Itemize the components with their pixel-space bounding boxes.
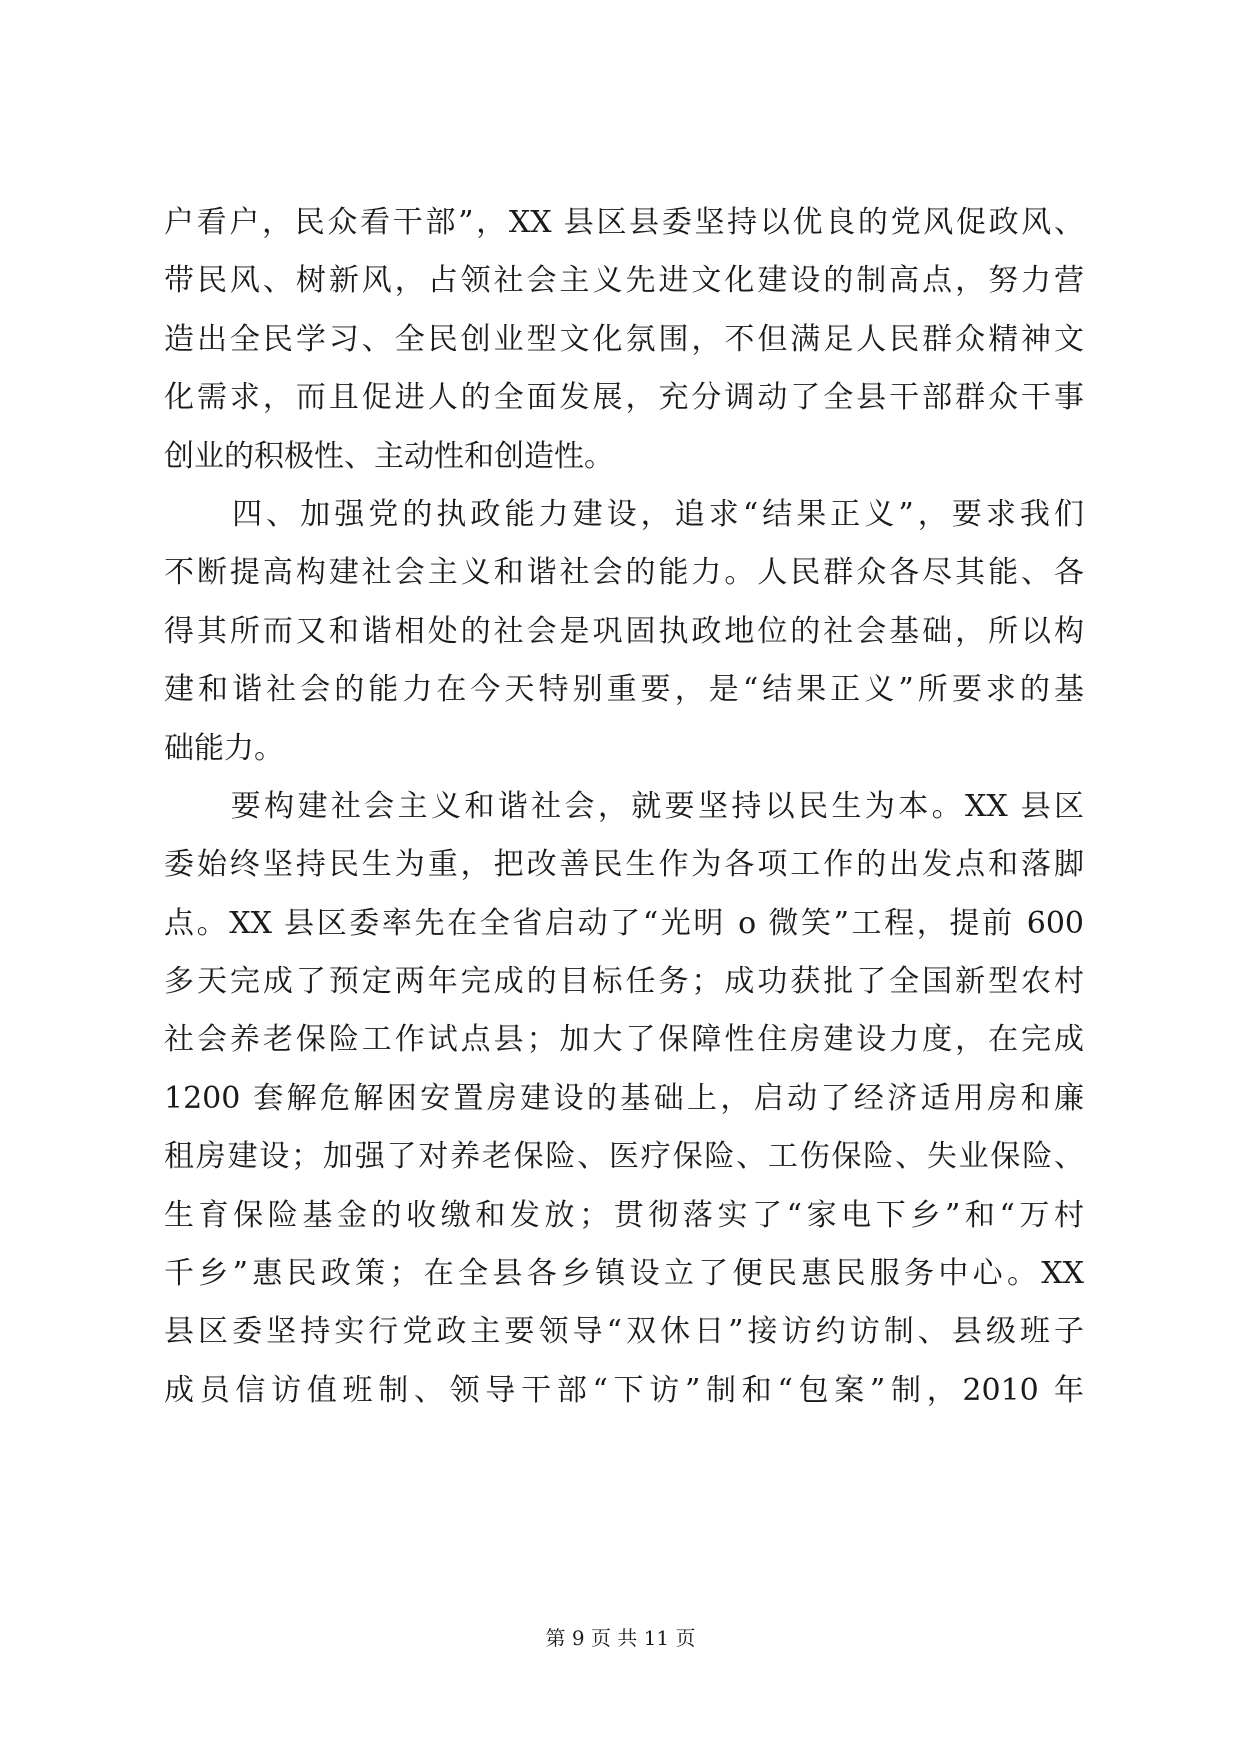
text-line: 化需求，而且促进人的全面发展，充分调动了全县干部群众干事	[164, 380, 1084, 416]
text-line: 租房建设；加强了对养老保险、医疗保险、工伤保险、失业保险、	[164, 1139, 1084, 1175]
page-footer: 第 9 页 共 11 页	[545, 1626, 696, 1650]
text-line: 不断提高构建社会主义和谐社会的能力。人民群众各尽其能、各	[164, 555, 1084, 591]
text-line: 县区委坚持实行党政主要领导“双休日”接访约访制、县级班子	[164, 1314, 1084, 1350]
text-line: 社会养老保险工作试点县；加大了保障性住房建设力度，在完成	[164, 1022, 1084, 1058]
text-line: 千乡”惠民政策；在全县各乡镇设立了便民惠民服务中心。XX	[164, 1256, 1084, 1292]
text-line: 建和谐社会的能力在今天特别重要，是“结果正义”所要求的基	[164, 672, 1084, 708]
text-line: 创业的积极性、主动性和创造性。	[164, 438, 614, 474]
text-line: 四、加强党的执政能力建设，追求“结果正义”，要求我们	[164, 496, 1084, 532]
text-line: 户看户，民众看干部”，XX 县区县委坚持以优良的党风促政风、	[164, 205, 1084, 240]
text-line: 委始终坚持民生为重，把改善民生作为各项工作的出发点和落脚	[164, 847, 1084, 883]
text-line: 得其所而又和谐相处的社会是巩固执政地位的社会基础，所以构	[164, 613, 1084, 649]
text-line: 成员信访值班制、领导干部“下访”制和“包案”制，2010 年	[164, 1372, 1084, 1408]
text-line: 带民风、树新风，占领社会主义先进文化建设的制高点，努力营	[164, 263, 1084, 299]
text-line: 1200 套解危解困安置房建设的基础上，启动了经济适用房和廉	[164, 1080, 1084, 1116]
text-line: 要构建社会主义和谐社会，就要坚持以民生为本。XX 县区	[164, 788, 1084, 824]
text-line: 生育保险基金的收缴和发放；贯彻落实了“家电下乡”和“万村	[164, 1197, 1084, 1233]
text-line: 础能力。	[164, 730, 284, 766]
text-line: 点。XX 县区委率先在全省启动了“光明 o 微笑”工程，提前 600	[164, 905, 1084, 941]
text-line: 造出全民学习、全民创业型文化氛围，不但满足人民群众精神文	[164, 321, 1084, 357]
text-line: 多天完成了预定两年完成的目标任务；成功获批了全国新型农村	[164, 964, 1084, 1000]
document-body	[164, 194, 1084, 1420]
